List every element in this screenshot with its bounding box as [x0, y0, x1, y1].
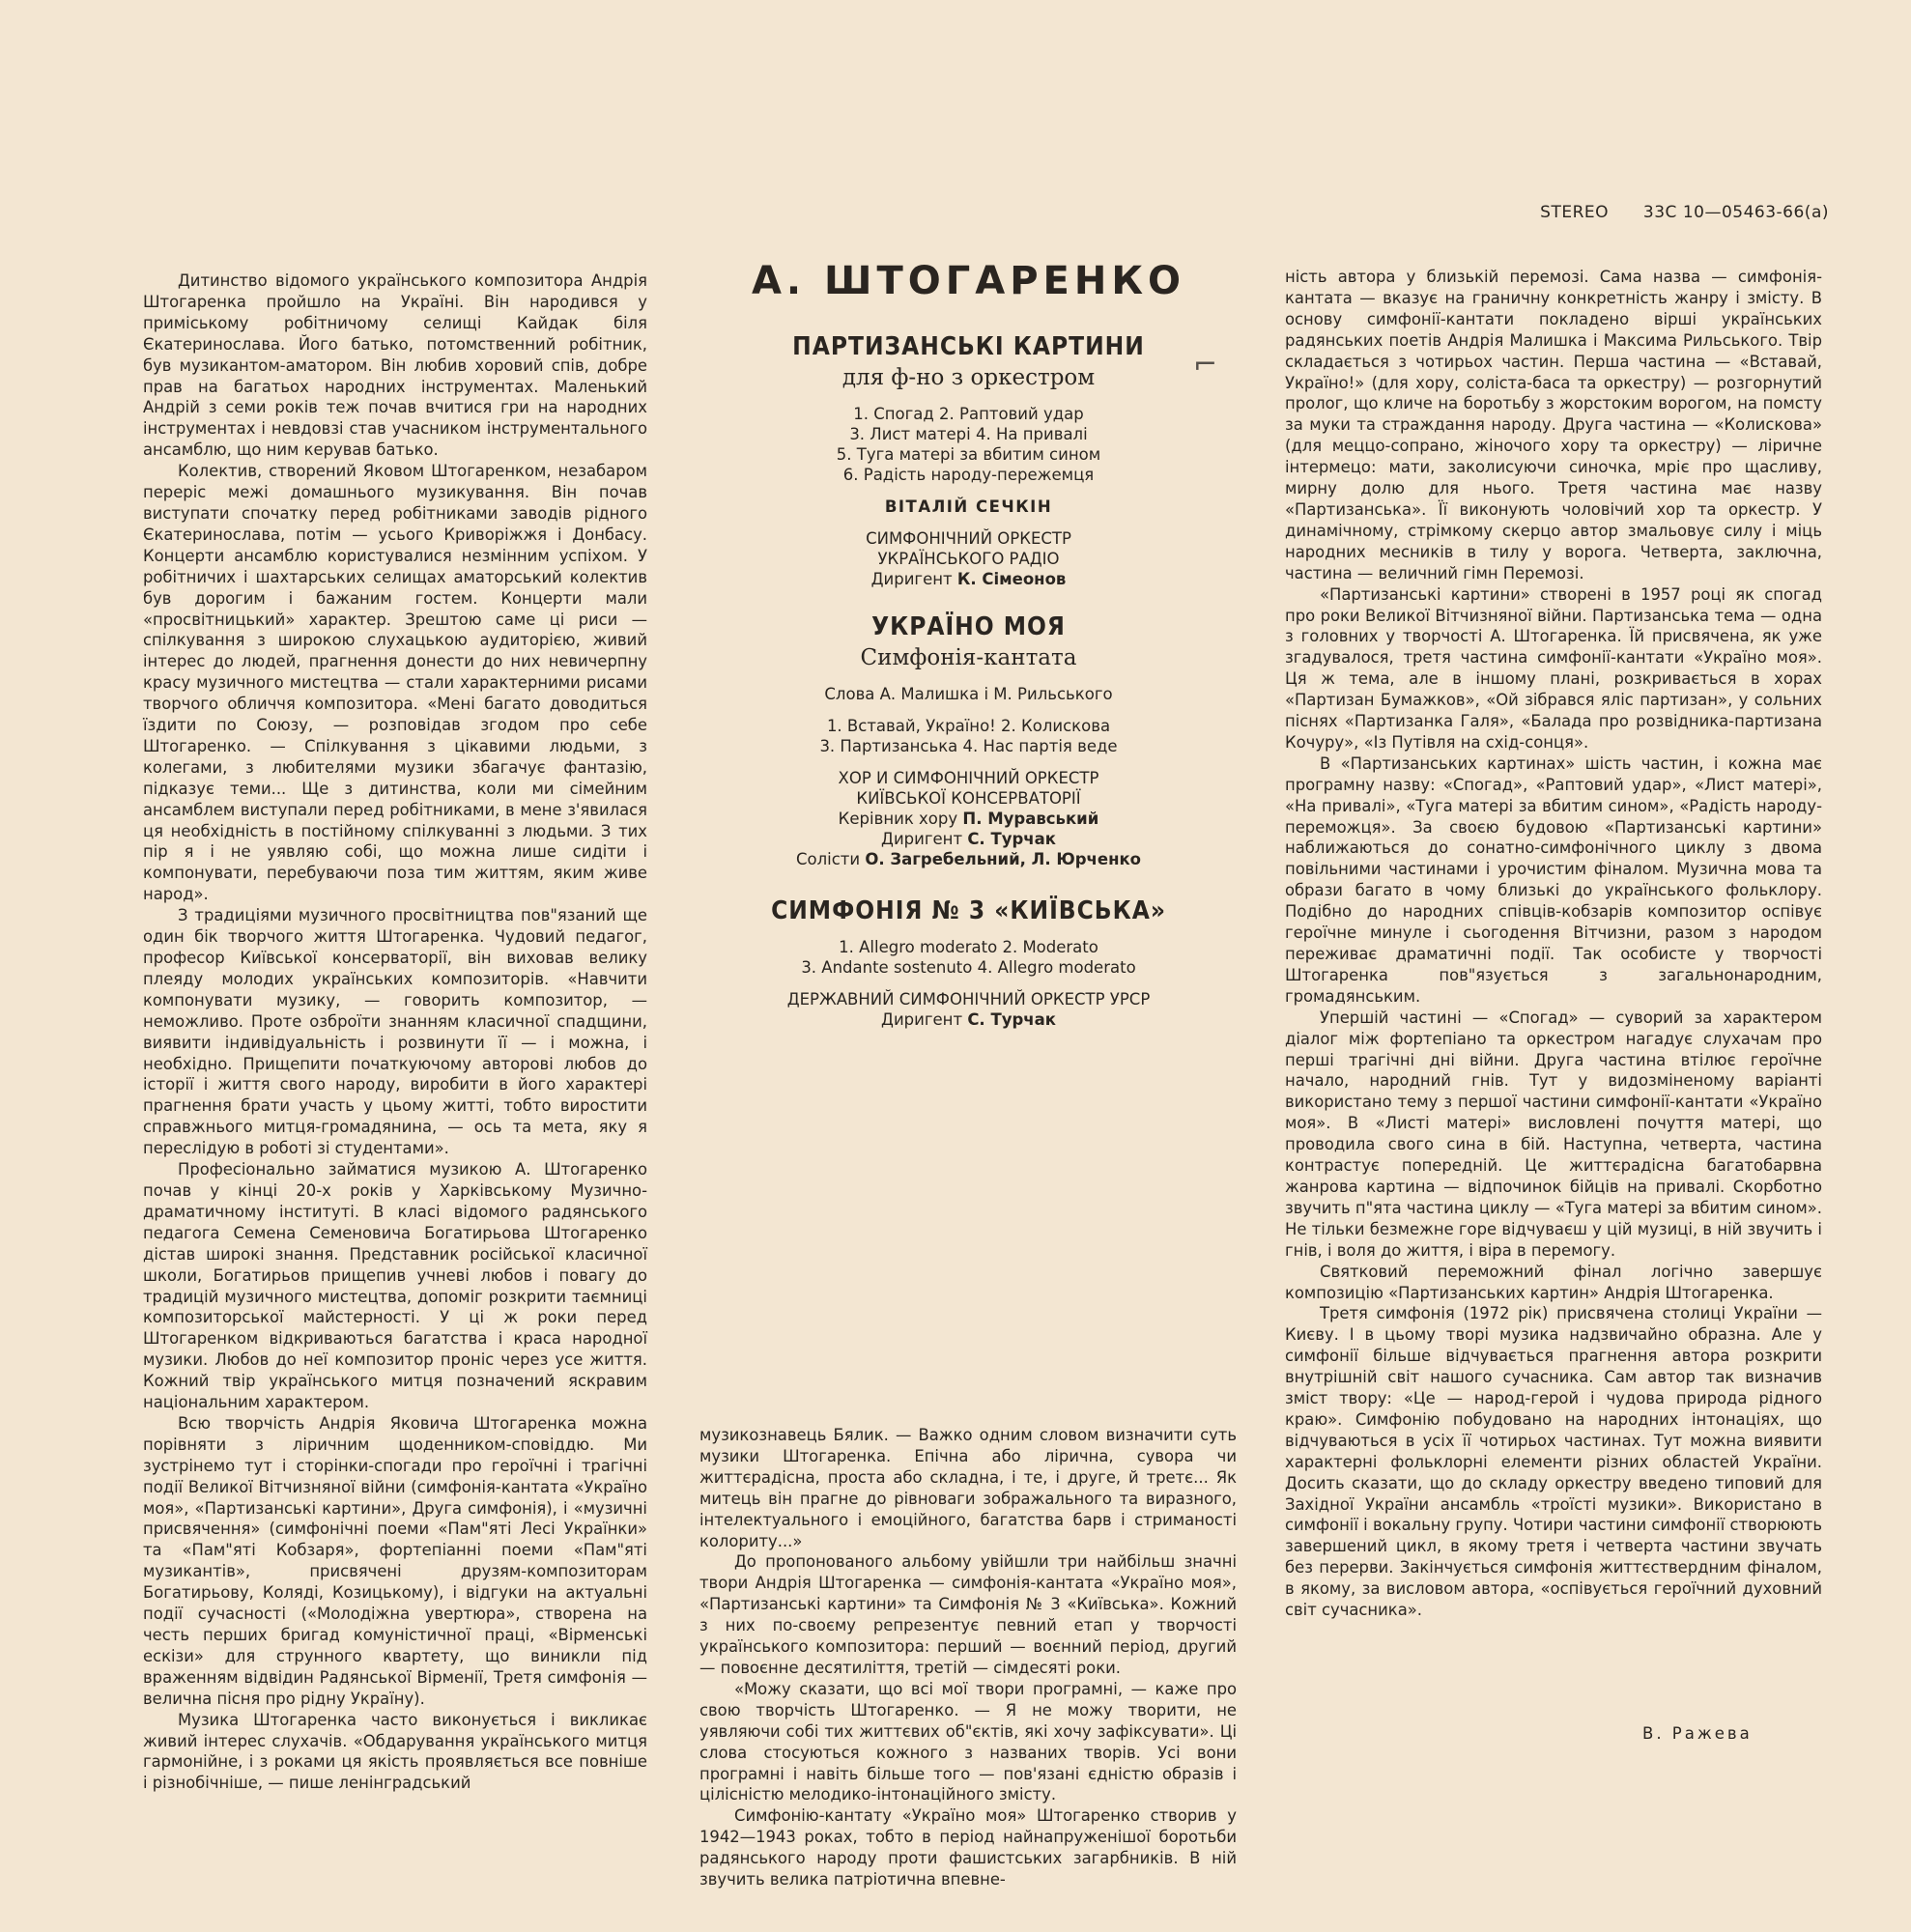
soloists-name: О. Загребельний, Л. Юрченко — [865, 850, 1142, 868]
orchestra-line: СИМФОНІЧНИЙ ОРКЕСТР — [866, 529, 1071, 548]
work-block-1 — [715, 332, 1222, 589]
paragraph: ність автора у близькій перемозі. Сама назва — симфонія-кантата — вказує на граничну конкретність жанру і змісту. В основу симфонії-кантати покладено вірші українських радянських поетів Андрія Малишка і Максима Рильського. Твір складається з чотирьох частин. Перша частина — «Вставай, Україно!» (для хору, соліста-баса та оркестру) — розгорнутий пролог, що кличе на боротьбу з жорстоким ворогом, на помсту за муки та страждання народу. Друга частина — «Колискова» (для меццо-сопрано, жіночого хору та оркестру) — ліричне інтермецо: мати, заколисуючи синочка, мріє про щасливу, мирну долю для нього. Третя частина має назву «Партизанська». Її виконують чоловічий хор та оркестр. У динамічному, стрімкому скерцо автор змальовує силу і міць народних месників в тилу у ворога. Четверта, заключна, частина — величний гімн Перемозі. — [1285, 268, 1822, 582]
conductor-label: Диригент — [881, 830, 963, 848]
article-column-middle — [699, 1425, 1237, 1890]
part-line: 5. Туга матері за вбитим сином — [836, 445, 1101, 464]
conductor-label: Диригент — [881, 1010, 963, 1029]
paragraph: Музика Штогаренка часто виконується і викликає живий інтерес слухачів. «Обдарування українського митця гармонійне, і з роками ця якість проявляється все повніше і різнобічніше, — пише ленінградський — [143, 1710, 647, 1793]
soloist-name: ВІТАЛІЙ СЕЧКІН — [884, 497, 1053, 516]
work-subtitle: для ф-но з оркестром — [841, 365, 1096, 390]
choir-director-name: П. Муравський — [962, 810, 1099, 828]
performers-line: ХОР И СИМФОНІЧНИЙ ОРКЕСТР — [838, 769, 1099, 787]
conductor-line — [715, 1009, 1222, 1030]
paragraph: «Партизанські картини» створені в 1957 році як спогад про роки Великої Вітчизняної війни. Партизанська тема — одна з головних у творчості А. Штогаренка. Їй присвячена, як уже згадувалося, третя частина симфонії-кантати «Україно моя». Ця ж тема, але в іншому плані, розкривається в хорах «Партизан Бумажков», «Ой зібрався яліс партизан», у сольних піснях «Партизанка Галя», «Балада про розвідника-партизана Кочуру», «Із Путівля на схід-сонця». — [1285, 584, 1822, 752]
paragraph: Симфонію-кантату «Україно моя» Штогаренко створив у 1942—1943 роках, тобто в період найнапруженішої боротьби радянського народу проти фашистських загарбників. В ній звучить велика патріотична впевне- — [699, 1806, 1237, 1889]
paragraph: Колектив, створений Яковом Штогаренком, незабаром переріс межі домашнього музикування. Він почав виступати спочатку перед робітниками заводів рідного Єкатеринослава, потім — усього Криворіжжя і Донбасу. Концерти ансамблю користувалися незмінним успіхом. У робітничих і шахтарських селищах аматорський колектив був дорогим і бажаним гостем. Концерти мали «просвітницький» характер. Зрештою саме ці риси — спілкування з широкою слухацькою аудиторією, живий інтерес до людей, прагнення донести до них невичерпну красу музичного мистецтва — стали характерними рисами творчого обличчя композитора. «Мені багато доводиться їздити по Союзу, — розповідав згодом про себе Штогаренко. — Спілкування з цікавими людьми, з колегами, з любителями музики збагачує фантазію, підказує теми... Ще з дитинства, коли ми сімейним ансамблем виступали перед робітниками, в мене з'явилася ця необхідність в постійному спілкуванні з людьми. З тих пір я і не уявляю собі, що можна лише сидіти і компонувати, перебуваючи поза тим життям, яким живе народ». — [143, 462, 647, 904]
soloists-line — [715, 849, 1222, 869]
orchestra-line: УКРАЇНСЬКОГО РАДІО — [877, 550, 1060, 568]
part-line: 1. Спогад 2. Раптовий удар — [853, 405, 1084, 423]
paragraph: Святковий переможний фінал логічно завершує композицію «Партизанських картин» Андрія Штогаренка. — [1285, 1262, 1822, 1302]
paragraph: В «Партизанських картинах» шість частин, і кожна має програмну назву: «Спогад», «Раптовий удар», «Лист матері», «На привалі», «Туга матері за вбитим сином», «Радість народу-переможця». За своєю будовою «Партизанські картини» наближаються до сонатно-симфонічного циклу з двома повільними частинами і урочистим фіналом. Музична мова та образи багато в чому близькі до українського фольклору. Подібно до народних співців-кобзарів композитор оспівує героїчне минуле і сьогодення Вітчизни, разом з народом переживає драматичні події. Так особисте у творчості Штогаренка пов"язується з загальнонародним, громадянським. — [1285, 753, 1822, 1006]
article-column-right — [1285, 267, 1822, 1621]
part-line: 6. Радість народу-пережемця — [842, 466, 1095, 484]
part-line: 1. Allegro moderato 2. Moderato — [839, 938, 1098, 956]
part-line: 1. Вставай, Україно! 2. Колискова — [826, 717, 1111, 735]
conductor-name: К. Сімеонов — [956, 570, 1067, 588]
conductor-name: С. Турчак — [967, 830, 1056, 848]
work-subtitle: Симфонія-кантата — [860, 645, 1077, 670]
conductor-name: С. Турчак — [967, 1010, 1056, 1029]
print-mark-icon: ⌐ — [1193, 348, 1218, 382]
work-title: ПАРТИЗАНСЬКІ КАРТИНИ — [792, 332, 1145, 361]
paragraph: Третя симфонія (1972 рік) присвячена столиці України — Києву. І в цьому творі музика надзвичайно образна. Але у симфонії більше відчувається прагнення автора розкрити внутрішній світ нашого сучасника. Сам автор так визначив зміст твору: «Це — народ-герой і чудова природа рідного краю». Симфонію побудовано на народних інтонаціях, що відчуваються в усіх її чотирьох частинах. Тут можна виявити характерні фольклорні елементи різних областей України. Досить сказати, що до складу оркестру введено типовий для Західної України ансамбль «троїсті музики». Використано в симфонії і вокальну групу. Чотири частини симфонії створюють завершений цикл, в якому третя і четверта частини звучать без перерви. Закінчується симфонія життєствердним фіналом, в якому, за висловом автора, «оспівується героїчний духовний світ сучасника». — [1285, 1304, 1822, 1620]
track-listing — [715, 259, 1222, 1030]
work-block-2 — [715, 612, 1222, 869]
orchestra-line: ДЕРЖАВНИЙ СИМФОНІЧНИЙ ОРКЕСТР УРСР — [786, 990, 1151, 1009]
paragraph: Упершій частині — «Спогад» — суворий за характером діалог між фортепіано та оркестром нагадує слухачам про перші трагічні дні війни. Друга частина втілює героїчне начало, народний гнів. Тут у видозміненому варіанті використано тему з першої частини симфонії-кантати «Україно моя». В «Листі матері» висловлені почуття матері, що проводила свого сина в бій. Наступна, четверта, частина контрастує попередній. Це життєрадісна багатобарвна жанрова картина — відпочинок бійців на привалі. Скорботно звучить п"ята частина циклу — «Туга матері за вбитим сином». Не тільки безмежне горе відчуваєш у цій музиці, в ній звучить і гнів, і воля до життя, і віра в перемогу. — [1285, 1008, 1822, 1260]
soloists-label: Солісти — [795, 850, 861, 868]
work-title: УКРАЇНО МОЯ — [871, 612, 1066, 641]
article-column-left — [143, 270, 647, 1794]
paragraph: Дитинство відомого українського композитора Андрія Штогаренка пройшло на Україні. Він народився у приміському робітничому селищі Кайдак біля Єкатеринослава. Його батько, потомственний робітник, був музикантом-аматором. Він любив хоровий спів, добре прав на багатьох народних інструментах. Маленький Андрій з семи років теж почав вчитися гри на народних інструментах і невдовзі став учасником інструментального ансамблю, що ним керував батько. — [143, 271, 647, 460]
conductor-line — [715, 569, 1222, 589]
author-signature: В. Ражева — [1642, 1724, 1753, 1743]
catalog-number: 33С 10—05463-66(a) — [1642, 203, 1829, 222]
paragraph: До пропонованого альбому увійшли три найбільш значні твори Андрія Штогаренка — симфонія-кантата «Україно моя», «Партизанські картини» та Симфонія № 3 «Київська». Кожний з них по-своєму репрезентує певний етап у творчості українського композитора: перший — воєнний період, другий — повоєнне десятиліття, третій — сімдесяті роки. — [699, 1552, 1237, 1677]
conductor-line — [715, 829, 1222, 849]
lyrics-credit: Слова А. Малишка і М. Рильського — [824, 685, 1113, 703]
stereo-label: STEREO — [1540, 203, 1610, 222]
record-header — [1511, 203, 1829, 222]
composer-name: А. ШТОГАРЕНКО — [751, 259, 1186, 303]
paragraph: музикознавець Бялик. — Важко одним словом визначити суть музики Штогаренка. Епічна або лірична, сувора чи життєрадісна, проста або складна, і те, і друге, й третє... Як митець він прагне до рівноваги зображального та виразного, інтелектуального і емоційного, багатства барв і стриманості колориту...» — [699, 1426, 1237, 1550]
part-line: 3. Лист матері 4. На привалі — [849, 425, 1088, 443]
part-line: 3. Andante sostenuto 4. Allegro moderato — [801, 958, 1136, 977]
performers-line: КИЇВСЬКОЇ КОНСЕРВАТОРІЇ — [856, 789, 1081, 808]
paragraph: Всю творчість Андрія Яковича Штогаренка можна порівняти з ліричним щоденником-сповіддю. Ми зустрінемо тут і сторінки-спогади про героїчні і трагічні події Великої Вітчизняної війни (симфонія-кантата «Україно моя», «Партизанські картини», Друга симфонія), і «музичні присвячення» (симфонічні поеми «Пам"яті Лесі Українки» та «Пам"яті Кобзаря», фортепіанні поеми «Пам"яті музикантів», присвячені друзям-композиторам Богатирьову, Коляді, Козицькому), і відгуки на актуальні події сучасності («Молодіжна увертюра», створена на честь перших бригад комуністичної праці, «Вірменські ескізи» для струнного квартету, що виникли під враженням відвідин Радянської Вірменії, Третя симфонія — велична пісня про рідну Україну). — [143, 1413, 647, 1708]
part-line: 3. Партизанська 4. Нас партія веде — [819, 737, 1118, 755]
paragraph: З традиціями музичного просвітництва пов"язаний ще один бік творчого життя Штогаренка. Чудовий педагог, професор Київської консерваторії, він виховав велику плеяду молодих українських композиторів. «Навчити компонувати музику, — говорить композитор, — неможливо. Проте озброїти знанням класичної спадщини, виявити індивідуальність і розвинути її — і можна, і необхідно. Прищепити початкуючому авторові любов до історії і життя свого народу, виробити в його характері прагнення брати участь у цьому житті, тобто виростити справжнього митця-громадянина, — ось та мета, яку я переслідую в роботі зі студентами». — [143, 906, 647, 1158]
choir-director-line — [715, 809, 1222, 829]
work-block-3 — [715, 896, 1222, 1030]
choir-director-label: Керівник хору — [838, 810, 958, 828]
paragraph: «Можу сказати, що всі мої твори програмні, — каже про свою творчість Штогаренко. — Я не можу творити, не уявляючи собі тих життєвих об"єктів, які хочу зафіксувати». Ці слова стосуються кожного з названих творів. Усі вони програмні і навіть більше того — пов'язані єдністю образів і цілісністю мелодико-інтонаційного змісту. — [699, 1679, 1237, 1804]
paragraph: Професіонально займатися музикою А. Штогаренко почав у кінці 20-х років у Харківському Музично-драматичному інституті. В класі відомого радянського педагога Семена Семеновича Богатирьова Штогаренко дістав широкі знання. Представник російської класичної школи, Богатирьов прищепив учневі любов і повагу до традицій музичного мистецтва, допоміг розкрити таємниці композиторської майстерності. У ці ж роки перед Штогаренком відкриваються багатства і краса народної музики. Любов до неї композитор проніс через усе життя. Кожний твір українського митця позначений яскравим національним характером. — [143, 1160, 647, 1412]
conductor-label: Диригент — [870, 570, 953, 588]
work-title: СИМФОНІЯ № 3 «КИЇВСЬКА» — [771, 896, 1166, 925]
